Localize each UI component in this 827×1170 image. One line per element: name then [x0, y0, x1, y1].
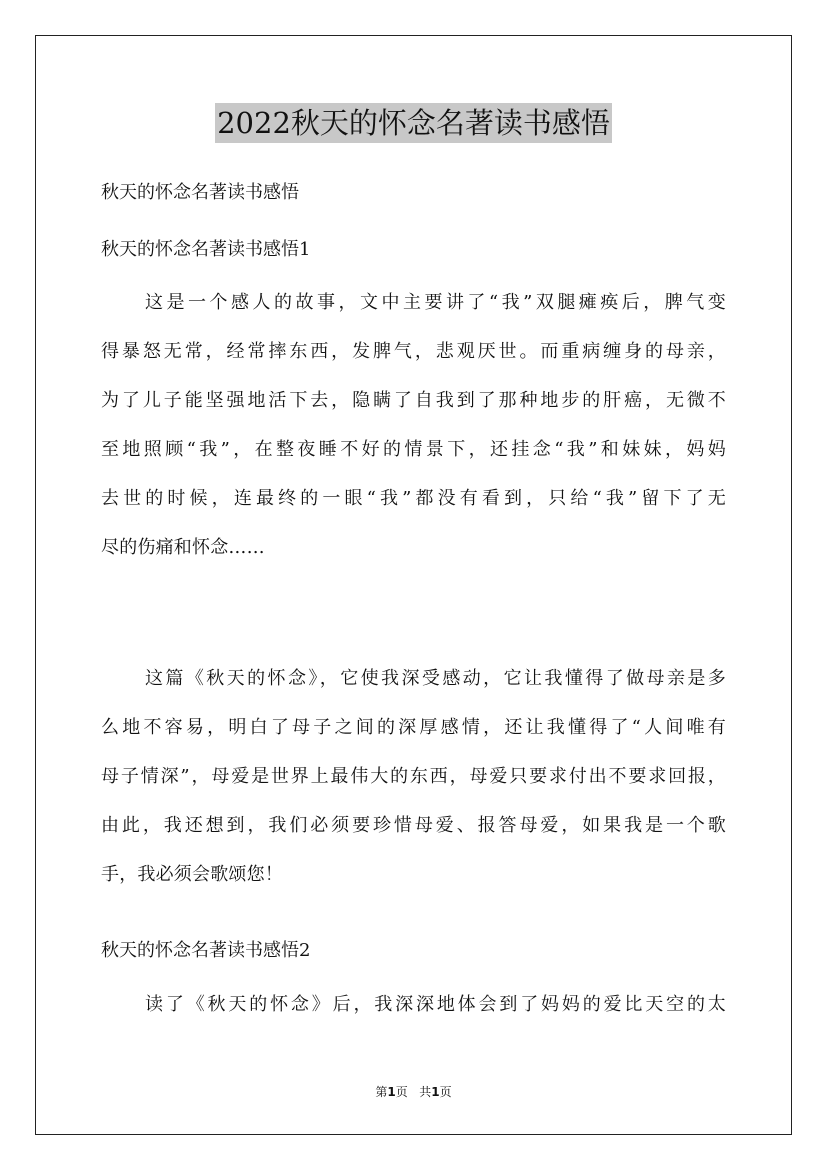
paragraph-line: 去世的时候，连最终的一眼“我”都没有看到，只给“我”留下了无 [101, 488, 726, 509]
paragraph-line: 得暴怒无常，经常摔东西，发脾气，悲观厌世。而重病缠身的母亲， [101, 341, 726, 362]
paragraph-line: 至地照顾“我”，在整夜睡不好的情景下，还挂念“我”和妹妹，妈妈 [101, 439, 726, 460]
paragraph-2 [101, 667, 726, 912]
title-container [0, 103, 827, 143]
paragraph-line: 这篇《秋天的怀念》，它使我深受感动，它让我懂得了做母亲是多 [145, 668, 726, 689]
paragraph-line: 母子情深”，母爱是世界上最伟大的东西，母爱只要求付出不要求回报， [101, 766, 726, 787]
paragraph-line: 么地不容易，明白了母子之间的深厚感情，还让我懂得了“人间唯有 [101, 717, 726, 738]
total-prefix: 共 [419, 1085, 432, 1099]
paragraph-line: 手，我必须会歌颂您！ [101, 864, 283, 885]
paragraph-line: 尽的伤痛和怀念…… [101, 537, 265, 558]
paragraph-3 [101, 993, 726, 1042]
document-title: 2022秋天的怀念名著读书感悟 [215, 103, 612, 143]
page-footer [0, 1083, 827, 1101]
paragraph-line: 读了《秋天的怀念》后，我深深地体会到了妈妈的爱比天空的太 [145, 994, 726, 1015]
section-heading-1: 秋天的怀念名著读书感悟1 [101, 239, 311, 260]
paragraph-1 [101, 291, 726, 585]
paragraph-line: 这是一个感人的故事，文中主要讲了“我”双腿瘫痪后，脾气变 [145, 292, 726, 313]
document-subtitle: 秋天的怀念名著读书感悟 [101, 182, 299, 203]
total-suffix: 页 [439, 1085, 452, 1099]
page-suffix: 页 [395, 1085, 408, 1099]
page-prefix: 第 [375, 1085, 388, 1099]
paragraph-line: 由此，我还想到，我们必须要珍惜母爱、报答母爱，如果我是一个歌 [101, 815, 726, 836]
total-pages: 1 [431, 1085, 440, 1099]
paragraph-line: 为了儿子能坚强地活下去，隐瞒了自我到了那种地步的肝癌，无微不 [101, 390, 726, 411]
section-heading-2: 秋天的怀念名著读书感悟2 [101, 940, 311, 961]
page-number: 1 [387, 1085, 396, 1099]
